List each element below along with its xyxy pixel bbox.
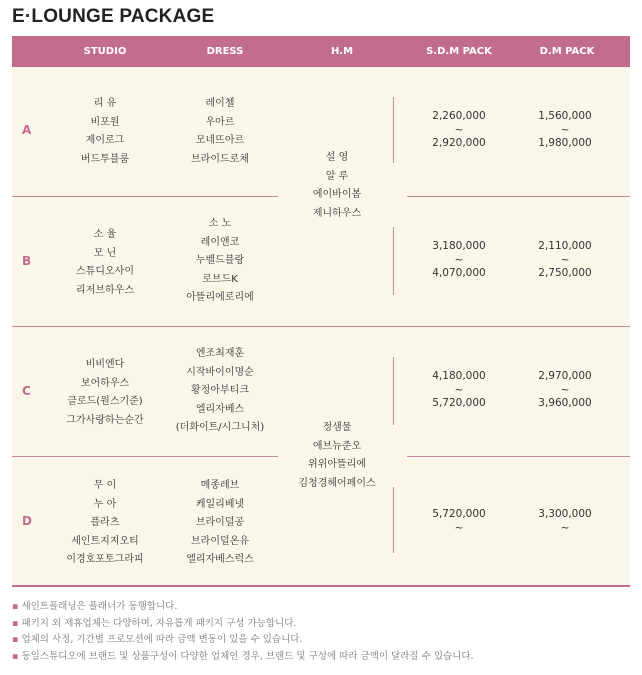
price-tilde: ~: [454, 521, 464, 534]
list-item: 보어하우스: [80, 377, 130, 389]
list-item: 이경호포토그라피: [66, 554, 144, 565]
list-item: 정샘물: [322, 422, 352, 433]
list-item: 레이앤코: [200, 236, 240, 248]
list-item: 모네뜨아르: [195, 135, 245, 146]
table-bottom-border: [12, 585, 630, 587]
notes-list: [12, 599, 632, 665]
column-divider: [393, 357, 394, 425]
list-item: 스튜디오사이: [76, 266, 134, 277]
list-item: 그가사랑하는순간: [66, 414, 144, 426]
note-item: [12, 632, 632, 649]
note-text: 업체의 사정, 기간별 프로모션에 따라 금액 변동이 있을 수 있습니다.: [21, 634, 303, 645]
row-divider: [12, 326, 630, 327]
list-item: 소 노: [208, 218, 232, 229]
list-item: 제이로그: [85, 135, 125, 146]
header-dress: DRESS: [206, 46, 244, 57]
price-tilde: ~: [454, 383, 464, 396]
row-letter-d: D: [22, 514, 32, 528]
list-item: 누 아: [93, 498, 117, 510]
sdm-price-a: [404, 110, 514, 151]
price-max: 2,750,000: [538, 267, 592, 279]
list-item: 비포원: [90, 116, 120, 128]
list-item: 레이첼: [205, 98, 235, 109]
list-item: 시작바이이명순: [186, 366, 254, 378]
list-item: 세인트지지오티: [71, 535, 139, 547]
bullet-icon: ▪: [12, 650, 19, 662]
row-letter-c: C: [22, 384, 31, 398]
price-tilde: ~: [560, 383, 570, 396]
list-item: 버드투블룸: [80, 153, 130, 165]
header-dm-pack: D.M PACK: [539, 46, 595, 57]
package-table: [12, 36, 630, 587]
row-letter-a: A: [22, 123, 32, 137]
note-text: 세인트플래닝은 플래너가 동행합니다.: [21, 601, 178, 612]
list-item: 누벨드블랑: [195, 255, 245, 266]
price-min: 3,180,000: [432, 240, 486, 252]
bullet-icon: ▪: [12, 617, 19, 629]
studio-cell-a: [42, 95, 168, 169]
list-item: 플라츠: [90, 517, 120, 528]
dm-price-b: [510, 240, 620, 281]
list-item: (더화이트/시그니처): [175, 422, 265, 433]
price-min: 1,560,000: [538, 110, 592, 122]
column-divider: [393, 227, 394, 295]
note-item: [12, 599, 632, 616]
list-item: 엔조최재훈: [195, 348, 245, 359]
list-item: 브라이드로체: [191, 153, 249, 165]
price-tilde: ~: [560, 253, 570, 266]
price-tilde: ~: [560, 123, 570, 136]
list-item: 아뜰리에로리에: [186, 292, 254, 303]
hm-cell-cd: [272, 419, 402, 493]
price-min: 2,110,000: [538, 240, 592, 252]
row-divider: [407, 196, 630, 197]
studio-cell-b: [42, 226, 168, 300]
note-text: 동일스튜디오에 브랜드 및 상품구성이 다양한 업체인 경우, 브랜드 및 구성에 따라 금액이 달라질 수 있습니다.: [21, 650, 474, 662]
list-item: 비비엔다: [85, 359, 125, 370]
dress-cell-b: [157, 215, 283, 308]
list-item: 애브뉴준오: [312, 440, 362, 452]
list-item: 엘리자베스: [195, 403, 245, 415]
list-item: 에이바이봄: [312, 189, 362, 200]
dm-price-a: [510, 110, 620, 151]
dress-cell-a: [157, 95, 283, 169]
list-item: 케일리베넷: [195, 498, 245, 510]
note-text: 패키지 외 제휴업체는 다양하며, 자유롭게 패키지 구성 가능합니다.: [21, 617, 297, 629]
row-divider: [407, 456, 630, 457]
list-item: 엘리자베스럭스: [186, 554, 254, 565]
list-item: 제니하우스: [312, 207, 362, 219]
sdm-price-b: [404, 240, 514, 281]
sdm-price-d: [404, 508, 514, 535]
price-max: 4,070,000: [432, 267, 486, 279]
list-item: 메종레브: [200, 480, 240, 491]
bullet-icon: ▪: [12, 601, 19, 612]
price-tilde: ~: [560, 521, 570, 534]
list-item: 리저브하우스: [76, 284, 134, 296]
list-item: 우아르: [205, 116, 235, 128]
list-item: 설 영: [325, 152, 349, 163]
dm-price-c: [510, 370, 620, 411]
list-item: 황정아부티크: [191, 385, 249, 396]
price-max: 2,920,000: [432, 137, 486, 149]
studio-cell-c: [42, 356, 168, 430]
sdm-price-c: [404, 370, 514, 411]
list-item: 무 이: [93, 480, 117, 491]
list-item: 리 유: [93, 98, 117, 109]
price-min: 3,300,000: [538, 508, 592, 520]
bullet-icon: ▪: [12, 634, 19, 645]
list-item: 위위아뜰리에: [308, 459, 366, 470]
price-max: 3,960,000: [538, 397, 592, 409]
table-header: [12, 36, 630, 67]
note-item: [12, 616, 632, 633]
list-item: 브라이덜온유: [191, 535, 249, 547]
price-max: 1,980,000: [538, 137, 592, 149]
price-min: 2,970,000: [538, 370, 592, 382]
list-item: 브라이덜공: [195, 517, 245, 528]
list-item: 김청경헤어페이스: [298, 477, 376, 489]
dress-cell-c: [157, 345, 283, 438]
row-divider: [12, 456, 278, 457]
price-tilde: ~: [454, 253, 464, 266]
studio-cell-d: [42, 477, 168, 570]
hm-cell-ab: [272, 149, 402, 223]
page-title: E·LOUNGE PACKAGE: [12, 6, 215, 27]
list-item: 모 닌: [93, 247, 117, 259]
list-item: 로브드K: [202, 273, 238, 285]
note-item: [12, 649, 632, 666]
row-letter-b: B: [22, 254, 32, 268]
list-item: 소 율: [93, 229, 117, 240]
price-max: 5,720,000: [432, 397, 486, 409]
header-studio: STUDIO: [83, 46, 127, 57]
price-min: 5,720,000: [432, 508, 486, 520]
list-item: 클로드(원스기준): [67, 396, 143, 407]
dm-price-d: [510, 508, 620, 535]
price-min: 2,260,000: [432, 110, 486, 122]
list-item: 알 루: [325, 170, 349, 182]
header-hm: H.M: [330, 46, 354, 57]
price-tilde: ~: [454, 123, 464, 136]
column-divider: [393, 487, 394, 553]
dress-cell-d: [157, 477, 283, 570]
price-min: 4,180,000: [432, 370, 486, 382]
row-divider: [12, 196, 278, 197]
header-sdm-pack: S.D.M PACK: [426, 46, 492, 57]
